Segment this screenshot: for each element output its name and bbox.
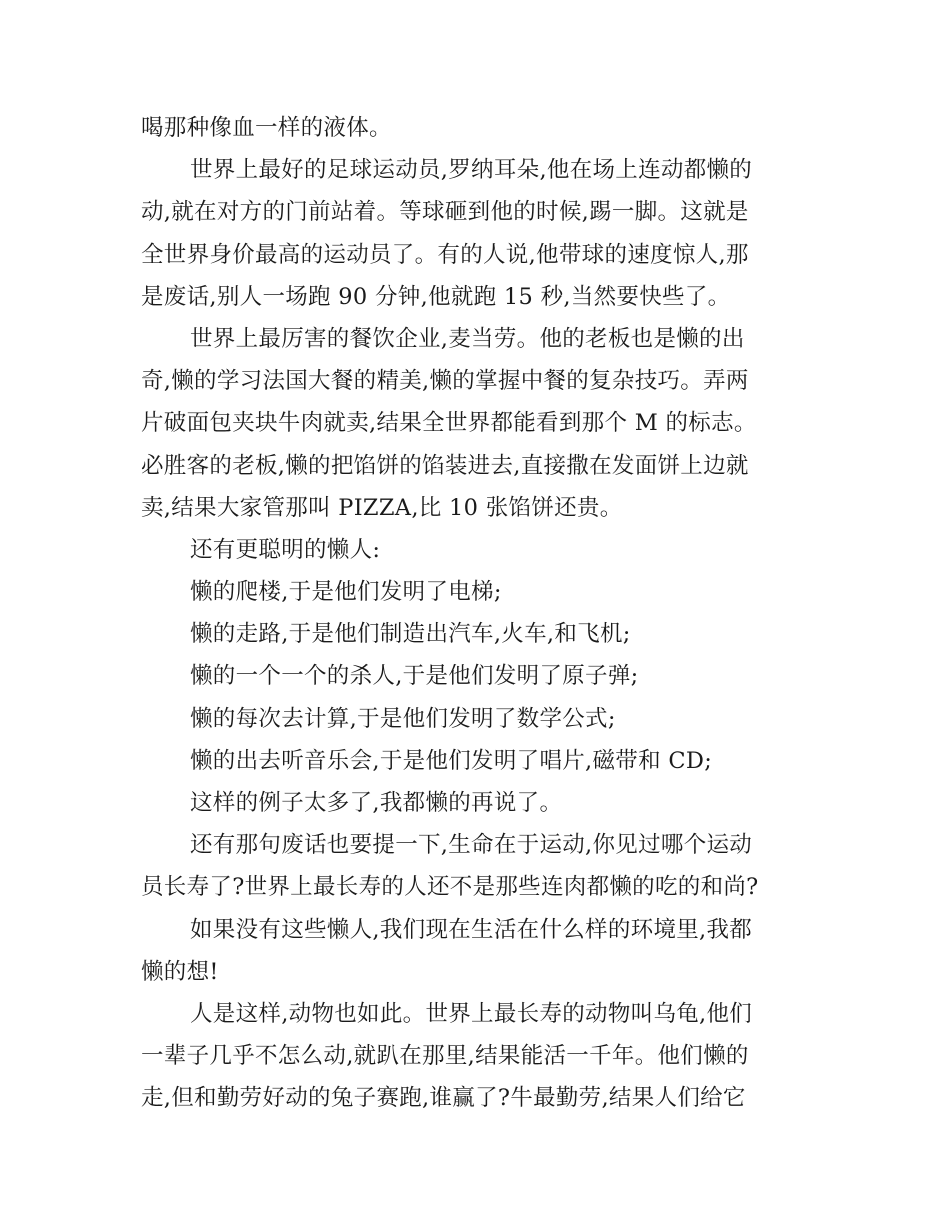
text-line: 懒的每次去计算,于是他们发明了数学公式; (190, 705, 616, 732)
text-line: 片破面包夹块牛肉就卖,结果全世界都能看到那个 M 的标志。 (141, 410, 757, 437)
text-line: 员长寿了?世界上最长寿的人还不是那些连肉都懒的吃的和尚? (141, 874, 759, 901)
text-line: 这样的例子太多了,我都懒的再说了。 (190, 790, 563, 816)
text-line: 懒的一个一个的杀人,于是他们发明了原子弹; (190, 663, 639, 690)
text-line: 如果没有这些懒人,我们现在生活在什么样的环境里,我都 (190, 916, 753, 943)
text-line: 还有更聪明的懒人: (190, 536, 381, 563)
document-text (141, 107, 813, 1120)
text-line: 卖,结果大家管那叫 PIZZA,比 10 张馅饼还贵。 (141, 494, 623, 521)
text-line: 世界上最厉害的餐饮企业,麦当劳。他的老板也是懒的出 (190, 325, 745, 352)
text-line: 还有那句废话也要提一下,生命在于运动,你见过哪个运动 (190, 832, 753, 859)
text-line: 懒的想! (141, 958, 219, 985)
text-line: 懒的出去听音乐会,于是他们发明了唱片,磁带和 CD; (190, 747, 713, 774)
text-line: 人是这样,动物也如此。世界上最长寿的动物叫乌龟,他们 (190, 1000, 753, 1027)
text-line: 走,但和勤劳好动的兔子赛跑,谁赢了?牛最勤劳,结果人们给它 (141, 1085, 746, 1112)
text-line: 世界上最好的足球运动员,罗纳耳朵,他在场上连动都懒的 (190, 157, 753, 184)
text-line: 喝那种像血一样的液体。 (141, 115, 392, 141)
text-line: 懒的爬楼,于是他们发明了电梯; (190, 579, 502, 606)
text-line: 奇,懒的学习法国大餐的精美,懒的掌握中餐的复杂技巧。弄两 (141, 368, 749, 395)
text-line: 一辈子几乎不怎么动,就趴在那里,结果能活一千年。他们懒的 (141, 1043, 749, 1070)
text-line: 必胜客的老板,懒的把馅饼的馅装进去,直接撒在发面饼上边就 (141, 452, 749, 479)
text-line: 全世界身价最高的运动员了。有的人说,他带球的速度惊人,那 (141, 241, 749, 268)
text-line: 动,就在对方的门前站着。等球砸到他的时候,踢一脚。这就是 (141, 199, 749, 226)
text-line: 是废话,别人一场跑 90 分钟,他就跑 15 秒,当然要快些了。 (141, 283, 731, 310)
text-line: 懒的走路,于是他们制造出汽车,火车,和飞机; (190, 621, 631, 648)
